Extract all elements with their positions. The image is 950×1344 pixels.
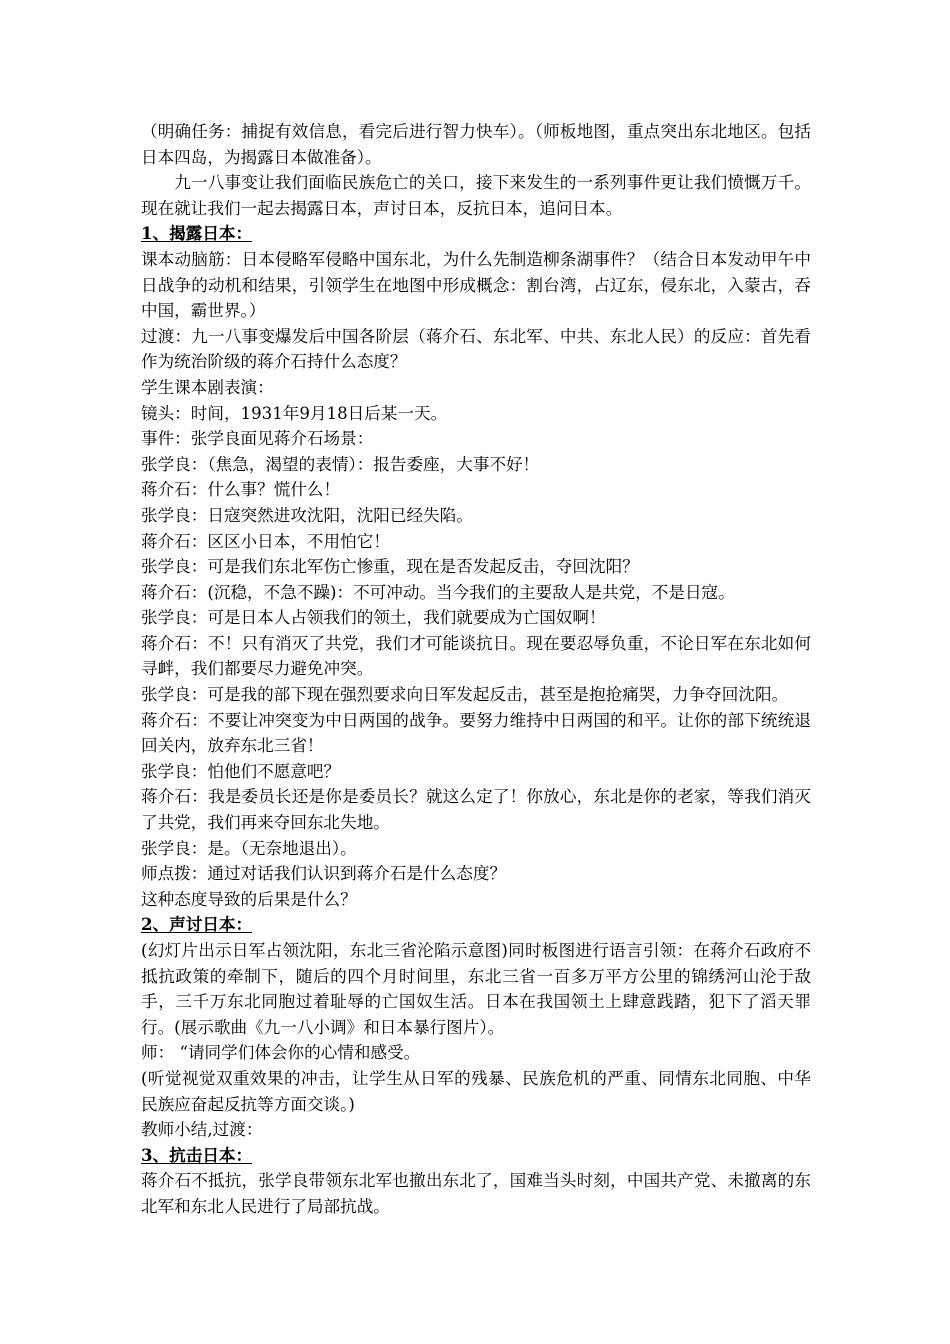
paragraph: 镜头：时间，1931年9月18日后某一天。 [141, 403, 448, 423]
paragraph: 蒋介石：什么事？慌什么！ [141, 480, 341, 500]
paragraph: (幻灯片出示日军占领沈阳，东北三省沦陷示意图)同时板图进行语言引领：在蒋介石政府不抵抗政策的牵制下，随后的四个月时间里，东北三省一百多万平方公里的锦绣河山沦于敌手，三千万东北同胞过着耻辱的亡国奴生活。日本在我国领土上肆意践踏，犯下了滔天罪行。(展示歌曲《九一八小调》和日本暴行图片）。 [141, 941, 811, 1037]
paragraph: 张学良：可是我的部下现在强烈要求向日军发起反击，甚至是抱抢痛哭，力争夺回沈阳。 [141, 685, 789, 705]
paragraph: 事件：张学良面见蒋介石场景： [141, 429, 374, 449]
paragraph: 蒋介石不抵抗，张学良带领东北军也撤出东北了，国难当头时刻，中国共产党、未撤离的东北军和东北人民进行了局部抗战。 [141, 1171, 811, 1216]
paragraph: 学生课本剧表演： [141, 377, 274, 397]
paragraph: 课本动脑筋：日本侵略军侵略中国东北，为什么先制造柳条湖事件？（结合日本发动甲午中日战争的动机和结果，引领学生在地图中形成概念：割台湾，占辽东，侵东北，入蒙古，吞中国，霸世界。） [141, 249, 811, 321]
document-page [141, 119, 811, 1220]
section-heading: 2、声讨日本： [141, 914, 253, 935]
paragraph: 过渡：九一八事变爆发后中国各阶层（蒋介石、东北军、中共、东北人民）的反应：首先看作为统治阶级的蒋介石持什么态度？ [141, 326, 811, 372]
paragraph: 蒋介石：我是委员长还是你是委员长？就这么定了！你放心，东北是你的老家，等我们消灭了共党，我们再来夺回东北失地。 [141, 787, 811, 833]
paragraph: 教师小结,过渡： [141, 1120, 263, 1140]
paragraph: 张学良：怕他们不愿意吧？ [141, 761, 341, 781]
section-heading: 1、揭露日本： [141, 223, 253, 244]
section-heading: 3、抗击日本： [141, 1144, 253, 1165]
paragraph: 张学良：可是我们东北军伤亡惨重，现在是否发起反击，夺回沈阳？ [141, 557, 639, 577]
paragraph: 师： “请同学们体会你的心情和感受。 [141, 1043, 421, 1063]
paragraph: 蒋介石：不要让冲突变为中日两国的战争。要努力维持中日两国的和平。让你的部下统统退回关内，放弃东北三省！ [141, 710, 811, 756]
paragraph: 蒋介石：区区小日本，不用怕它！ [141, 531, 390, 551]
paragraph: (听觉视觉双重效果的冲击，让学生从日军的残暴、民族危机的严重、同情东北同胞、中华民族应奋起反抗等方面交谈。) [141, 1068, 811, 1114]
paragraph: 张学良：日寇突然进攻沈阳，沈阳已经失陷。 [141, 505, 473, 525]
paragraph: 师点拨：通过对话我们认识到蒋介石是什么态度？ [141, 864, 507, 884]
paragraph: 张学良：是。（无奈地退出）。 [141, 838, 357, 858]
paragraph: 蒋介石：(沉稳，不急不躁)：不可冲动。当今我们的主要敌人是共党，不是日寇。 [141, 582, 735, 602]
paragraph: 张学良：（焦急，渴望的表情）：报告委座，大事不好！ [141, 454, 540, 474]
paragraph: 九一八事变让我们面临民族危亡的关口，接下来发生的一系列事件更让我们愤慨万千。现在就让我们一起去揭露日本，声讨日本，反抗日本，追问日本。 [141, 173, 811, 218]
paragraph: 张学良：可是日本人占领我们的领土，我们就要成为亡国奴啊！ [141, 608, 606, 628]
paragraph: 这种态度导致的后果是什么？ [141, 889, 357, 909]
paragraph: 蒋介石：不！只有消灭了共党，我们才可能谈抗日。现在要忍辱负重，不论日军在东北如何寻衅，我们都要尽力避免冲突。 [141, 633, 811, 679]
paragraph: （明确任务：捕捉有效信息，看完后进行智力快车）。（师板地图，重点突出东北地区。包括日本四岛，为揭露日本做准备）。 [141, 122, 811, 167]
